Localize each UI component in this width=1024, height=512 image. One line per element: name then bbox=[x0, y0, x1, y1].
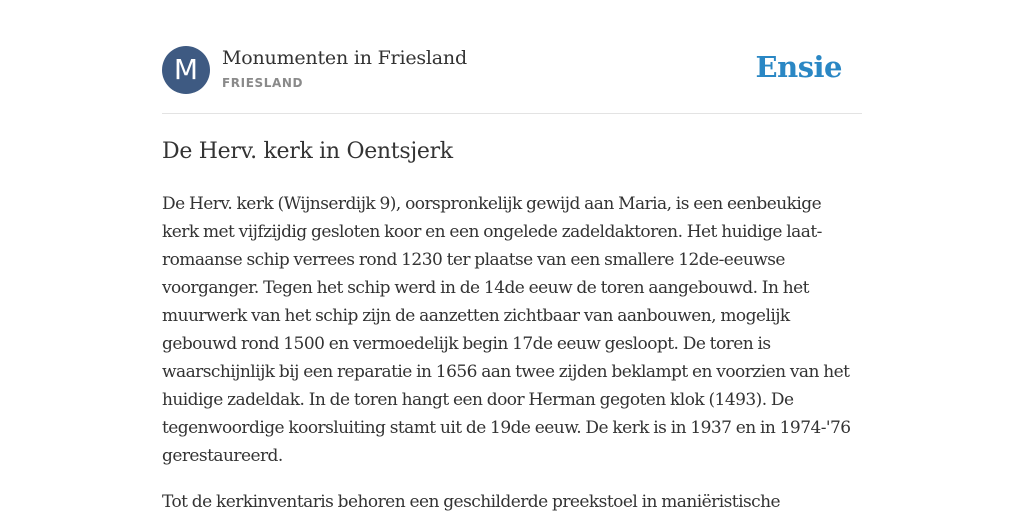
article-title: De Herv. kerk in Oentsjerk bbox=[162, 139, 453, 164]
article-paragraph-2: Tot de kerkinventaris behoren een geschilderde preekstoel in maniëristische bbox=[162, 492, 781, 512]
header-divider bbox=[162, 113, 862, 114]
blog-subtitle: FRIESLAND bbox=[222, 76, 304, 90]
blog-avatar[interactable]: M bbox=[162, 46, 210, 94]
article-body bbox=[162, 190, 862, 512]
ensie-logo[interactable]: Ensie bbox=[755, 50, 842, 84]
blog-title-link[interactable]: Monumenten in Friesland bbox=[222, 47, 467, 69]
article-paragraph-1: De Herv. kerk (Wijnserdijk 9), oorspronkelijk gewijd aan Maria, is een eenbeukige kerk met vijfzijdig gesloten koor en een ongelede zadeldaktoren. Het huidige laat-romaanse schip verrees rond 1230 ter plaatse van een smallere 12de-eeuwse voorganger. Tegen het schip werd in de 14de eeuw de toren aangebouwd. In het muurwerk van het schip zijn de aanzetten zichtbaar van aanbouwen, mogelijk gebouwd rond 1500 en vermoedelijk begin 17de eeuw gesloopt. De toren is waarschijnlijk bij een reparatie in 1656 aan twee zijden beklampt en voorzien van het huidige zadeldak. In de toren hangt een door Herman gegoten klok (1493). De tegenwoordige koorsluiting stamt uit de 19de eeuw. De kerk is in 1937 en in 1974-'76 gerestaureerd. bbox=[162, 194, 851, 466]
blog-header bbox=[162, 46, 862, 96]
